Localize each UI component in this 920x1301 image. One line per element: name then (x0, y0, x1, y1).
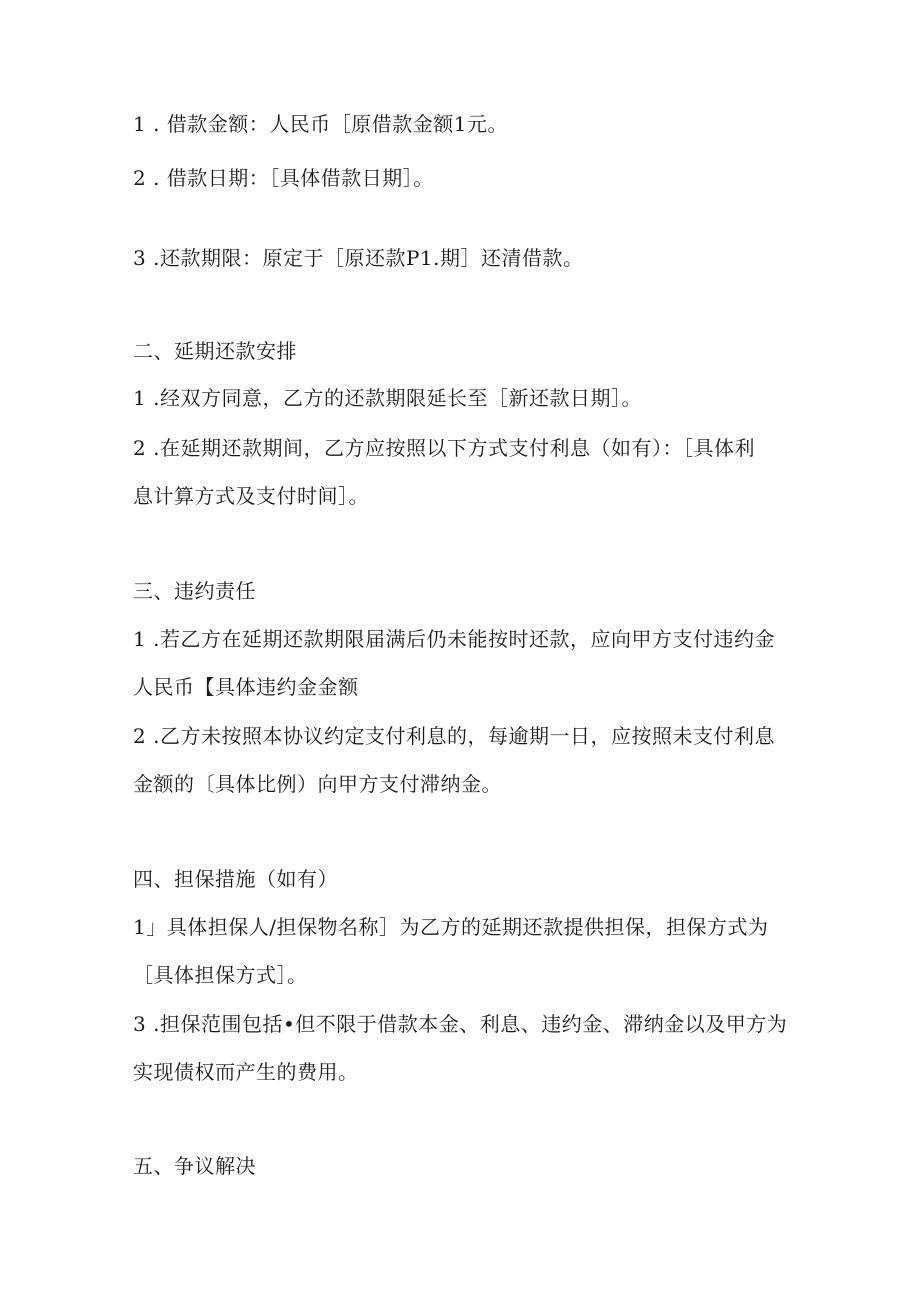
extension-clause-2-cont: 息计算方式及支付时间］。 (133, 484, 369, 508)
guarantee-clause-1: 1」具体担保人/担保物名称］为乙方的延期还款提供担保，担保方式为 (133, 915, 769, 939)
liability-clause-1-cont: 人民币【具体违约金金额 (133, 675, 359, 699)
section-heading-guarantee: 四、担保措施（如有） (133, 867, 338, 891)
section-heading-extension: 二、延期还款安排 (133, 339, 297, 363)
section-heading-liability: 三、违约责任 (133, 579, 256, 603)
extension-clause-1: 1 .经双方同意，乙方的还款期限延长至［新还款日期］。 (133, 386, 642, 410)
guarantee-clause-3: 3 .担保范围包括•但不限于借款本金、利息、违约金、滞纳金以及甲方为 (133, 1012, 788, 1036)
loan-date-line: 2 . 借款日期：［具体借款日期］。 (133, 166, 434, 190)
repayment-term-line: 3 .还款期限：原定于［原还款P1.期］还清借款。 (133, 246, 584, 270)
extension-clause-2: 2 .在延期还款期间，乙方应按照以下方式支付利息（如有）：［具体利 (133, 436, 755, 460)
section-heading-dispute: 五、争议解决 (133, 1154, 256, 1178)
liability-clause-1: 1 .若乙方在延期还款期限届满后仍未能按时还款，应向甲方支付违约金 (133, 627, 775, 651)
liability-clause-2: 2 .乙方未按照本协议约定支付利息的，每逾期一日，应按照未支付利息 (133, 724, 775, 748)
loan-amount-line: 1 . 借款金额：人民币［原借款金额1元。 (133, 112, 509, 136)
liability-clause-2-cont: 金额的〔具体比例）向甲方支付滞纳金。 (133, 772, 502, 796)
guarantee-clause-3-cont: 实现债权而产生的费用。 (133, 1060, 359, 1084)
guarantee-clause-1-cont: ［具体担保方式］。 (133, 963, 308, 987)
